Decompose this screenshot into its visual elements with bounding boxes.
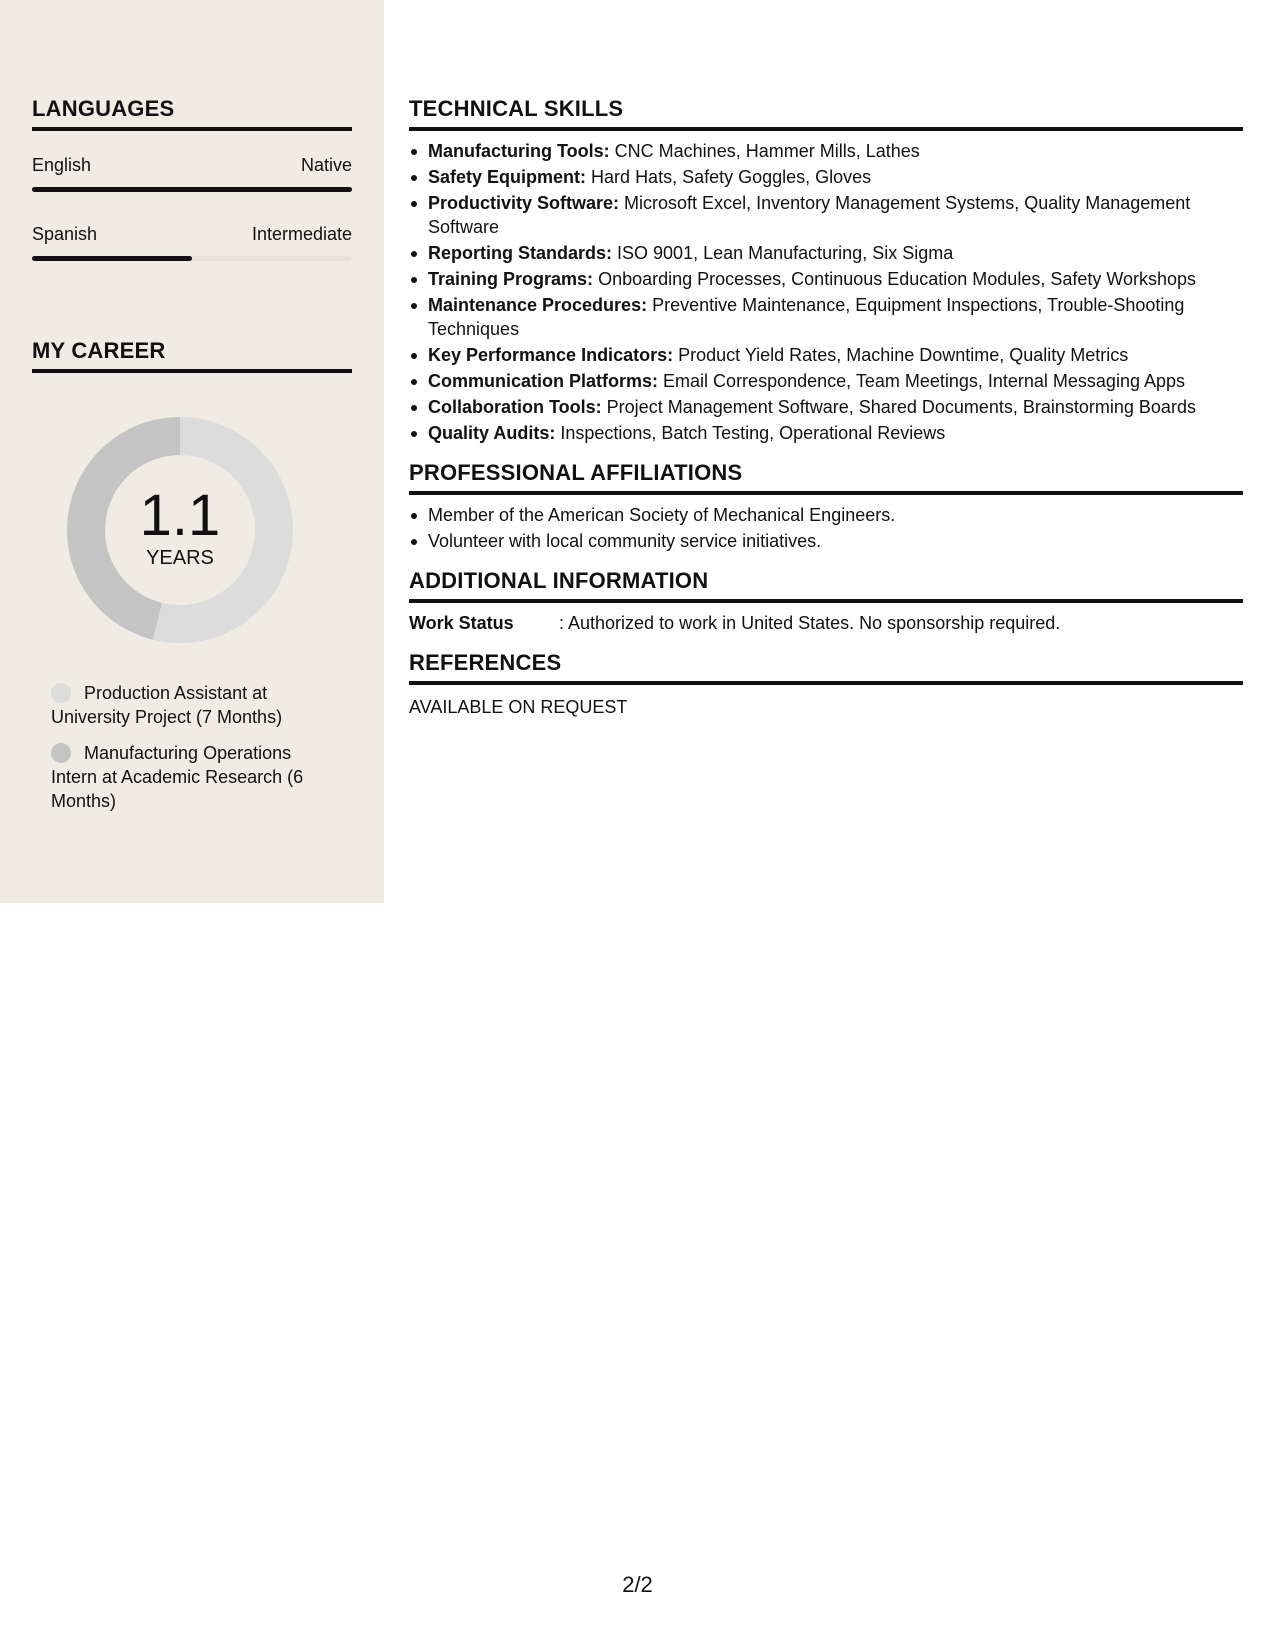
skill-name: Communication Platforms: <box>428 371 659 391</box>
language-item-english <box>32 153 352 192</box>
work-status-label: Work Status <box>409 613 514 633</box>
skill-item <box>409 165 1243 189</box>
work-status-value: : Authorized to work in United States. No sponsorship required. <box>559 613 1061 633</box>
skill-item <box>409 343 1243 367</box>
skill-value: Onboarding Processes, Continuous Education Modules, Safety Workshops <box>598 269 1197 289</box>
skill-value: Inspections, Batch Testing, Operational Reviews <box>560 423 946 443</box>
skill-name: Safety Equipment: <box>428 167 587 187</box>
skill-item <box>409 267 1243 291</box>
sidebar-content <box>32 95 352 825</box>
skill-value: Project Management Software, Shared Documents, Brainstorming Boards <box>606 397 1196 417</box>
affiliations-heading: PROFESSIONAL AFFILIATIONS <box>409 459 1243 495</box>
skill-value: Hard Hats, Safety Goggles, Gloves <box>591 167 872 187</box>
language-proficiency-fill <box>32 256 192 261</box>
career-legend-item <box>51 741 341 813</box>
page-number: 2/2 <box>622 1572 653 1597</box>
skill-value: Preventive Maintenance, Equipment Inspections, Trouble-Shooting Techniques <box>428 295 1185 339</box>
language-name: Spanish <box>32 223 98 244</box>
references-section <box>409 649 1243 719</box>
career-legend-item <box>51 681 341 729</box>
legend-dot-icon <box>51 683 71 703</box>
language-item-spanish <box>32 222 352 261</box>
language-level: Intermediate <box>251 223 352 244</box>
references-text: AVAILABLE ON REQUEST <box>409 697 628 717</box>
skill-name: Quality Audits: <box>428 423 556 443</box>
work-status-row <box>409 611 1243 635</box>
language-proficiency-bar <box>32 256 352 261</box>
skill-name: Manufacturing Tools: <box>428 141 610 161</box>
sidebar <box>0 0 384 903</box>
career-heading: MY CAREER <box>32 337 352 373</box>
additional-info-heading: ADDITIONAL INFORMATION <box>409 567 1243 603</box>
legend-dot-icon <box>51 743 71 763</box>
career-legend-label: Production Assistant at University Project (7 Months) <box>51 683 283 727</box>
career-legend <box>32 681 341 813</box>
technical-skills-section <box>409 95 1243 445</box>
skill-item <box>409 369 1243 393</box>
skill-name: Productivity Software: <box>428 193 620 213</box>
skill-value: ISO 9001, Lean Manufacturing, Six Sigma <box>617 243 954 263</box>
skill-value: Microsoft Excel, Inventory Management Systems, Quality Management Software <box>428 193 1191 237</box>
language-row <box>32 222 352 246</box>
skill-value: CNC Machines, Hammer Mills, Lathes <box>614 141 920 161</box>
skill-name: Training Programs: <box>428 269 594 289</box>
career-donut-chart <box>65 415 295 645</box>
skill-item <box>409 421 1243 445</box>
affiliations-list <box>409 503 1243 553</box>
skill-item <box>409 191 1243 239</box>
skill-name: Collaboration Tools: <box>428 397 602 417</box>
affiliation-item: Member of the American Society of Mechanical Engineers. <box>409 503 1243 527</box>
affiliations-section <box>409 459 1243 553</box>
language-proficiency-bar <box>32 187 352 192</box>
skill-value: Product Yield Rates, Machine Downtime, Quality Metrics <box>678 345 1129 365</box>
references-heading: REFERENCES <box>409 649 1243 685</box>
language-level: Native <box>300 154 352 175</box>
technical-skills-heading: TECHNICAL SKILLS <box>409 95 1243 131</box>
skill-item <box>409 241 1243 265</box>
affiliation-item: Volunteer with local community service initiatives. <box>409 529 1243 553</box>
skill-item <box>409 395 1243 419</box>
career-legend-label: Manufacturing Operations Intern at Academic Research (6 Months) <box>51 743 304 811</box>
skill-name: Key Performance Indicators: <box>428 345 674 365</box>
skill-item <box>409 139 1243 163</box>
language-row <box>32 153 352 177</box>
skill-item <box>409 293 1243 341</box>
main-content <box>409 95 1243 719</box>
language-proficiency-fill <box>32 187 352 192</box>
skill-value: Email Correspondence, Team Meetings, Internal Messaging Apps <box>663 371 1185 391</box>
career-total-years: 1.1 <box>139 483 221 548</box>
skill-name: Reporting Standards: <box>428 243 613 263</box>
additional-info-section <box>409 567 1243 635</box>
skill-name: Maintenance Procedures: <box>428 295 648 315</box>
career-total-unit: YEARS <box>146 547 214 569</box>
technical-skills-list <box>409 139 1243 445</box>
career-donut-center <box>65 415 295 645</box>
languages-heading: LANGUAGES <box>32 95 352 131</box>
language-name: English <box>32 154 92 175</box>
